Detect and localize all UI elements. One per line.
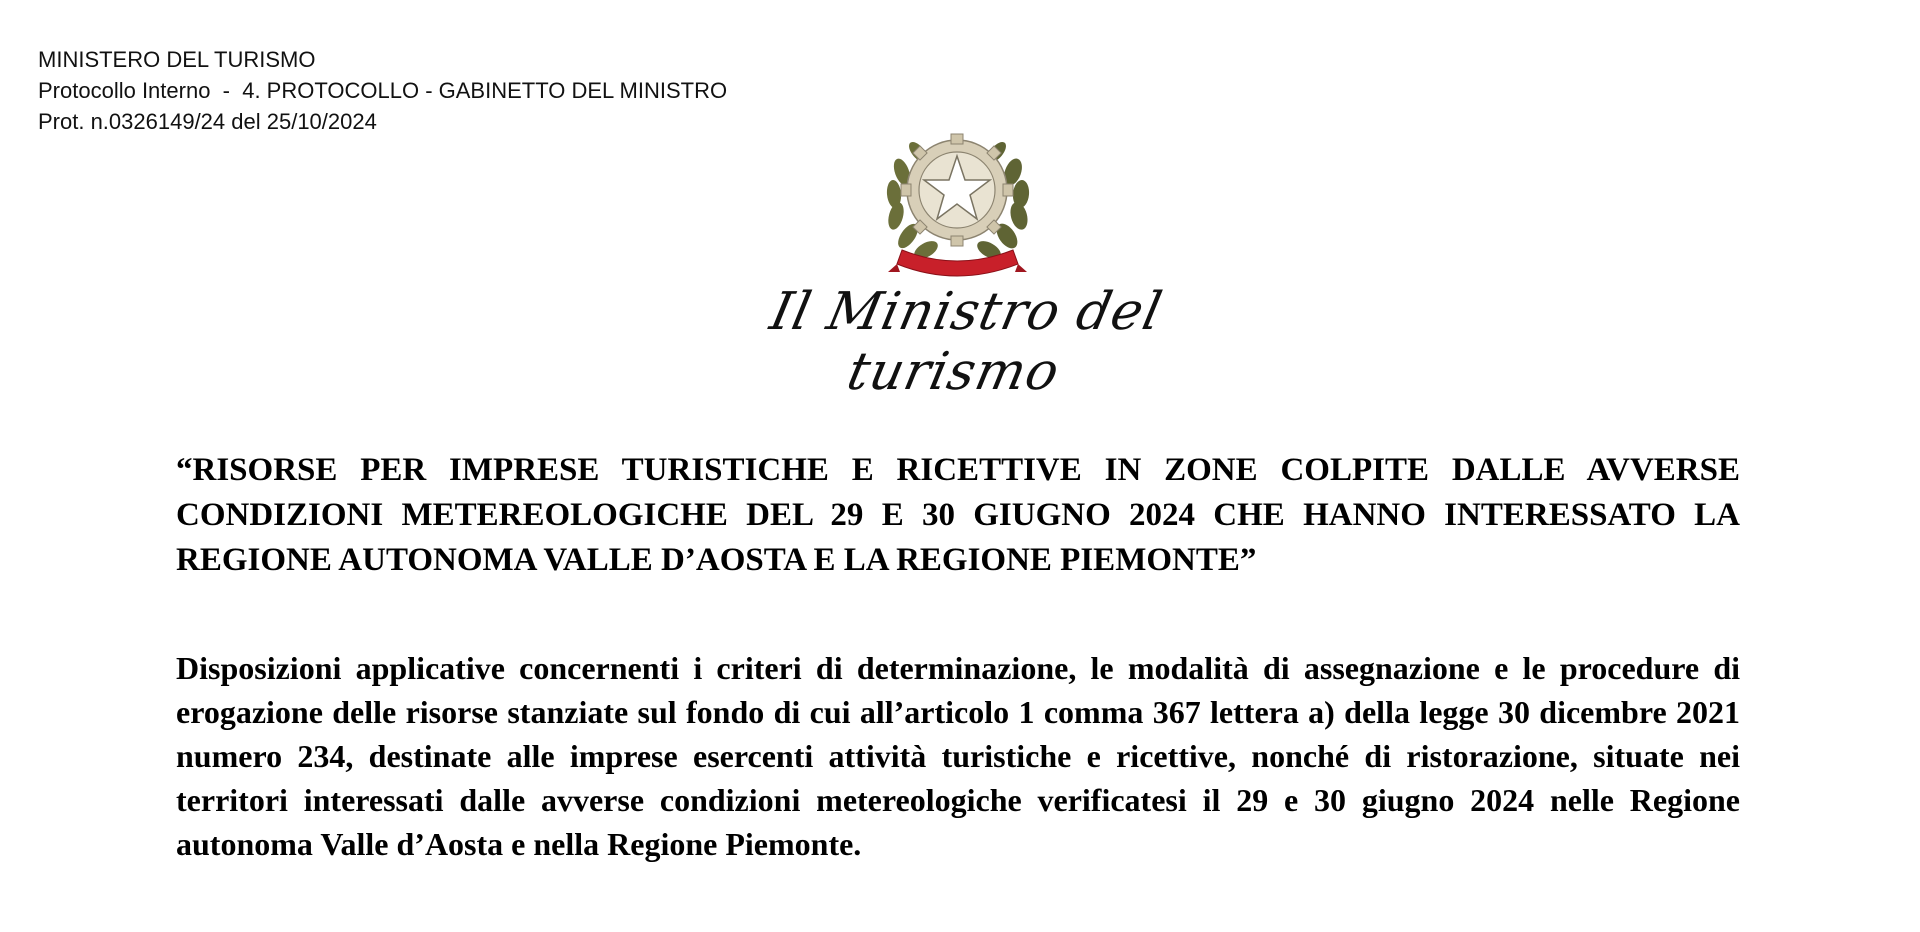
ministry-signature-heading: Il Ministro del turismo: [765, 282, 1168, 402]
protocol-number: Prot. n.0326149/24 del 25/10/2024: [38, 109, 377, 134]
emblem-of-italy-icon: [880, 112, 1035, 282]
document-subtitle: Disposizioni applicative concernenti i criteri di determinazione, le modalità di assegnazione e le procedure di erogazione delle risorse stanziate sul fondo di cui all’articolo 1 comma 367 lettera a) della legge 30 dicembre 2021 numero 234, destinate alle imprese esercenti attività turistiche e ricettive, nonché di ristorazione, situate nei territori interessati dalle avverse condizioni metereologiche verificatesi il 29 e 30 giugno 2024 nelle Regione autonoma Valle d’Aosta e nella Regione Piemonte.: [176, 650, 1740, 862]
protocol-line: Protocollo Interno - 4. PROTOCOLLO - GABINETTO DEL MINISTRO: [38, 78, 728, 103]
protocol-header: [38, 44, 727, 137]
document-title: “RISORSE PER IMPRESE TURISTICHE E RICETTIVE IN ZONE COLPITE DALLE AVVERSE CONDIZIONI METEREOLOGICHE DEL 29 E 30 GIUGNO 2024 CHE HANNO INTERESSATO LA REGIONE AUTONOMA VALLE D’AOSTA E LA REGIONE PIEMONTE”: [176, 452, 1740, 578]
ministry-name: MINISTERO DEL TURISMO: [38, 47, 316, 72]
